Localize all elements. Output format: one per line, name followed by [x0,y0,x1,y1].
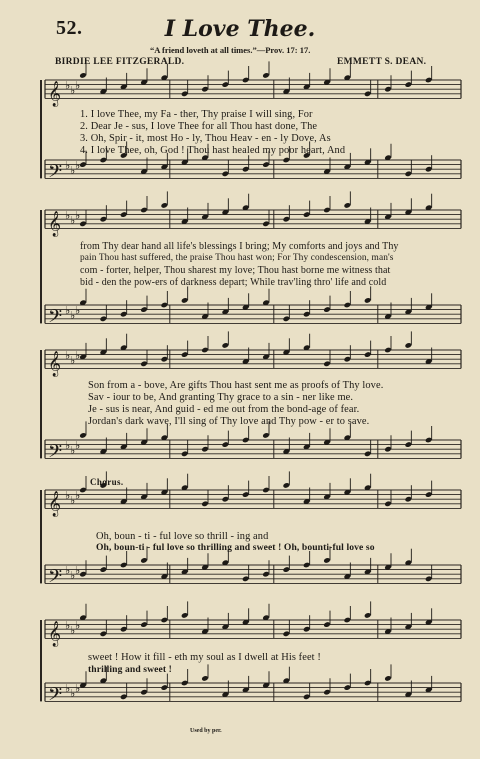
flat-icon: ♭ [65,439,71,453]
flat-icon: ♭ [75,304,81,318]
flat-icon: ♭ [75,209,81,223]
flat-icon: ♭ [75,682,81,696]
flat-icon: ♭ [70,353,76,367]
flat-icon: ♭ [65,209,71,223]
clef-icon: 𝄢 [48,161,63,187]
verse-line: com - forter, helper, Thou sharest my love; Thou hast borne me witness that [80,265,391,276]
flat-icon: ♭ [70,443,76,457]
hymn-title: I Love Thee. [164,16,316,42]
flat-icon: ♭ [75,79,81,93]
lyricist-credit: BIRDIE LEE FITZGERALD. [55,57,185,67]
flat-icon: ♭ [75,564,81,578]
chorus-line: Oh, boun - ti - ful love so thrill - ing and [96,531,269,542]
flat-icon: ♭ [75,349,81,363]
flat-icon: ♭ [65,304,71,318]
flat-icon: ♭ [70,686,76,700]
clef-icon: 𝄞 [48,351,62,377]
flat-icon: ♭ [70,83,76,97]
flat-icon: ♭ [65,79,71,93]
chorus-line: sweet ! How it fill - eth my soul as I dwell at His feet ! [88,652,321,663]
flat-icon: ♭ [75,159,81,173]
clef-icon: 𝄞 [48,491,62,517]
verse-line: pain Thou hast suffered, the praise Thou hast won; For Thy condescension, man's [80,253,394,263]
verse-line: 2. Dear Je - sus, I love Thee for all Thou hast done, The [80,121,318,132]
clef-icon: 𝄢 [48,306,63,332]
chorus-label: Chorus. [90,477,124,487]
verse-line: Son from a - bove, Are gifts Thou hast sent me as proofs of Thy love. [88,380,384,391]
flat-icon: ♭ [65,349,71,363]
flat-icon: ♭ [65,619,71,633]
flat-icon: ♭ [65,159,71,173]
flat-icon: ♭ [70,163,76,177]
verse-line: 4. I love Thee, oh, God ! Thou hast healed my poor heart, And [80,145,346,156]
chorus-line-lower: Oh, boun-ti - ful love so thrilling and sweet ! Oh, bounti-ful love so [96,542,375,553]
clef-icon: 𝄢 [48,684,63,710]
flat-icon: ♭ [65,564,71,578]
clef-icon: 𝄢 [48,441,63,467]
flat-icon: ♭ [70,568,76,582]
flat-icon: ♭ [65,489,71,503]
verse-line: bid - den the pow-ers of darkness depart; While trav'ling thro' life and cold [80,277,387,288]
copyright-note: Used by per. [190,728,222,734]
verse-line: 1. I love Thee, my Fa - ther, Thy praise I will sing, For [80,109,313,120]
chorus-line-lower: thrilling and sweet ! [88,664,172,675]
verse-line: Jordan's dark wave, I'll sing of Thy love and Thy pow - er to save. [88,416,370,427]
epigraph: “A friend loveth at all times.”—Prov. 17: 17. [150,45,311,55]
composer-credit: EMMETT S. DEAN. [337,57,427,67]
flat-icon: ♭ [75,489,81,503]
flat-icon: ♭ [70,623,76,637]
hymn-number: 52. [56,17,83,39]
clef-icon: 𝄢 [48,566,63,592]
flat-icon: ♭ [75,439,81,453]
flat-icon: ♭ [75,619,81,633]
flat-icon: ♭ [65,682,71,696]
clef-icon: 𝄞 [48,621,62,647]
flat-icon: ♭ [70,493,76,507]
flat-icon: ♭ [70,308,76,322]
clef-icon: 𝄞 [48,81,62,107]
verse-line: Je - sus is near, And guid - ed me out from the bond-age of fear. [88,404,360,415]
clef-icon: 𝄞 [48,211,62,237]
verse-line: from Thy dear hand all life's blessings I bring; My comforts and joys and Thy [80,241,399,252]
flat-icon: ♭ [70,213,76,227]
verse-line: 3. Oh, Spir - it, most Ho - ly, Thou Heav - en - ly Dove, As [80,133,331,144]
verse-line: Sav - iour to be, And granting Thy grace to a sin - ner like me. [88,392,354,403]
